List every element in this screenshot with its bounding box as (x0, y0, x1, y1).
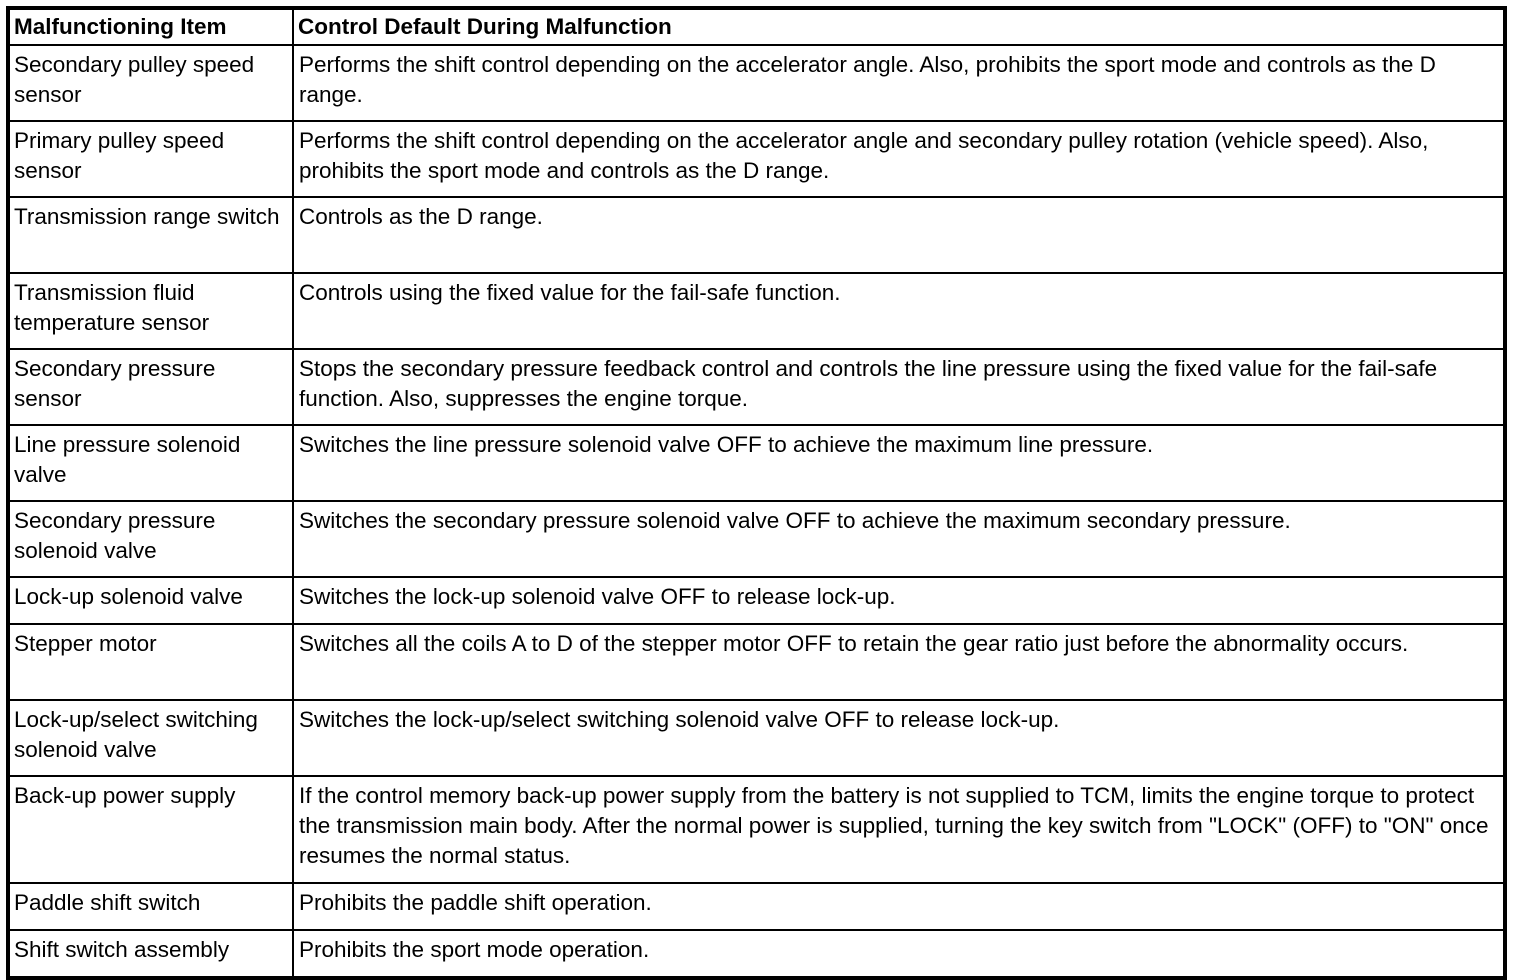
table-row (8, 700, 1505, 776)
table-row (8, 577, 1505, 624)
table-row (8, 349, 1505, 425)
control-cell: Switches all the coils A to D of the stepper motor OFF to retain the gear ratio just before the abnormality occurs. (293, 624, 1505, 700)
item-cell: Secondary pressure sensor (8, 349, 293, 425)
control-cell: Switches the secondary pressure solenoid valve OFF to achieve the maximum secondary pressure. (293, 501, 1505, 577)
item-cell: Back-up power supply (8, 776, 293, 883)
control-cell: Performs the shift control depending on the accelerator angle. Also, prohibits the sport mode and controls as the D range. (293, 45, 1505, 121)
table-row (8, 930, 1505, 978)
item-cell: Paddle shift switch (8, 883, 293, 930)
control-cell: Performs the shift control depending on the accelerator angle and secondary pulley rotation (vehicle speed). Also, prohibits the sport mode and controls as the D range. (293, 121, 1505, 197)
control-cell: Switches the lock-up solenoid valve OFF to release lock-up. (293, 577, 1505, 624)
table-row (8, 45, 1505, 121)
table-header-row (8, 8, 1505, 45)
item-cell: Lock-up solenoid valve (8, 577, 293, 624)
item-cell: Secondary pulley speed sensor (8, 45, 293, 121)
item-cell: Shift switch assembly (8, 930, 293, 978)
control-cell: Switches the line pressure solenoid valve OFF to achieve the maximum line pressure. (293, 425, 1505, 501)
item-cell: Stepper motor (8, 624, 293, 700)
item-cell: Transmission fluid temperature sensor (8, 273, 293, 349)
control-cell: Controls as the D range. (293, 197, 1505, 273)
table-row (8, 501, 1505, 577)
table-row (8, 273, 1505, 349)
column-header-item: Malfunctioning Item (8, 8, 293, 45)
item-cell: Lock-up/select switching solenoid valve (8, 700, 293, 776)
table-row (8, 121, 1505, 197)
table-row (8, 624, 1505, 700)
control-cell: Prohibits the sport mode operation. (293, 930, 1505, 978)
table-row (8, 197, 1505, 273)
control-cell: Switches the lock-up/select switching solenoid valve OFF to release lock-up. (293, 700, 1505, 776)
item-cell: Primary pulley speed sensor (8, 121, 293, 197)
control-cell: If the control memory back-up power supply from the battery is not supplied to TCM, limits the engine torque to protect the transmission main body. After the normal power is supplied, turning the key switch from "LOCK" (OFF) to "ON" once resumes the normal status. (293, 776, 1505, 883)
table-row (8, 883, 1505, 930)
column-header-control: Control Default During Malfunction (293, 8, 1505, 45)
control-cell: Controls using the fixed value for the fail-safe function. (293, 273, 1505, 349)
item-cell: Transmission range switch (8, 197, 293, 273)
control-cell: Stops the secondary pressure feedback control and controls the line pressure using the fixed value for the fail-safe function. Also, suppresses the engine torque. (293, 349, 1505, 425)
control-cell: Prohibits the paddle shift operation. (293, 883, 1505, 930)
item-cell: Line pressure solenoid valve (8, 425, 293, 501)
item-cell: Secondary pressure solenoid valve (8, 501, 293, 577)
table-row (8, 776, 1505, 883)
malfunction-table (6, 6, 1507, 980)
table-row (8, 425, 1505, 501)
